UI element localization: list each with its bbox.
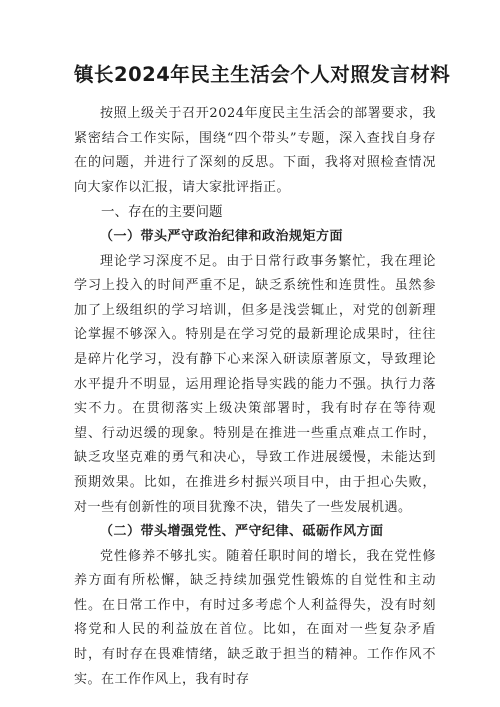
subheading-political-discipline: （一）带头严守政治纪律和政治规矩方面 (100, 228, 344, 244)
intro-paragraph: 按照上级关于召开2024年度民主生活会的部署要求，我紧密结合工作实际，围绕“四个带头”专题，深入查找自身存在的问题，并进行了深刻的反思。下面，我将对照检查情况向大家作以汇报，请大家批评指正。 (74, 106, 436, 195)
section-heading-problems: 一、存在的主要问题 (101, 204, 223, 221)
subheading-party-spirit: （二）带头增强党性、严守纪律、砥砺作风方面 (100, 524, 384, 540)
paragraph-party-spirit: 党性修养不够扎实。随着任职时间的增长，我在党性修养方面有所松懈，缺乏持续加强党性锻炼的自觉性和主动性。在日常工作中，有时过多考虑个人利益得失，没有时刻将党和人民的利益放在首位。比如，在面对一些复杂矛盾时，有时存在畏难情绪，缺乏敢于担当的精神。工作作风不实。在工作作风上，我有时存 (74, 548, 436, 687)
document-title: 镇长2024年民主生活会个人对照发言材料 (74, 63, 451, 86)
paragraph-political-discipline: 理论学习深度不足。由于日常行政事务繁忙，我在理论学习上投入的时间严重不足，缺乏系统性和连贯性。虽然参加了上级组织的学习培训，但多是浅尝辄止，对党的创新理论掌握不够深入。特别是在学习党的最新理论成果时，往往是碎片化学习，没有静下心来深入研读原著原文，导致理论水平提升不明显，运用理论指导实践的能力不强。执行力落实不力。在贯彻落实上级决策部署时，我有时存在等待观望、行动迟缓的现象。特别是在推进一些重点难点工作时，缺乏攻坚克难的勇气和决心，导致工作进展缓慢，未能达到预期效果。比如，在推进乡村振兴项目中，由于担心失败，对一些有创新性的项目犹豫不决，错失了一些发展机遇。 (74, 253, 436, 515)
